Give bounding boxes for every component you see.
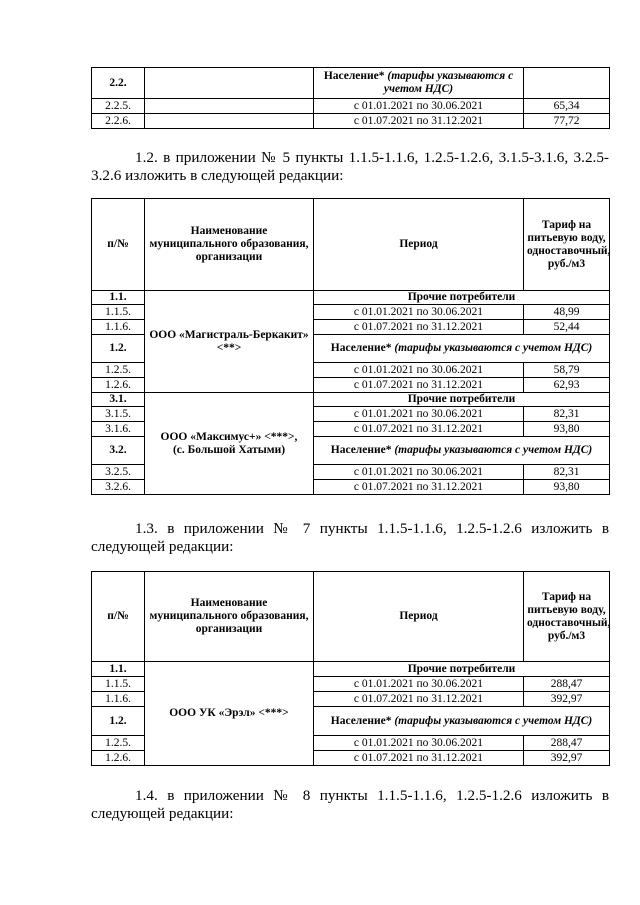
table-header-row: [92, 199, 610, 291]
organization-cell: ООО «Максимус+» <***>, (с. Большой Хатыми): [145, 393, 314, 495]
table-row: 3.2.5. с 01.01.2021 по 30.06.2021 82,31: [92, 465, 610, 480]
header-org: Наименование муниципального образования, организации: [145, 199, 314, 291]
row-number: 2.2.: [92, 68, 145, 99]
table-row: 3.1.6. с 01.07.2021 по 31.12.2021 93,80: [92, 422, 610, 437]
paragraph-1-2: 1.2. в приложении № 5 пункты 1.1.5-1.1.6, 1.2.5-1.2.6, 3.1.5-3.1.6, 3.2.5-3.2.6 изложить в следующей редакции:: [91, 149, 609, 184]
table-row: 3.1. ООО «Максимус+» <***>, (с. Большой Хатыми) Прочие потребители: [92, 393, 610, 407]
table-row: 1.1. ООО УК «Эрэл» <***> Прочие потребители: [92, 662, 610, 677]
table-row: 3.1.5. с 01.01.2021 по 30.06.2021 82,31: [92, 407, 610, 422]
table-row: 1.1.5. с 01.01.2021 по 30.06.2021 288,47: [92, 677, 610, 692]
table-row: 1.2.5. с 01.01.2021 по 30.06.2021 288,47: [92, 736, 610, 751]
table-row: 1.1. ООО «Магистраль-Беркакит» <**> Прочие потребители: [92, 291, 610, 305]
category-cell: Население* (тарифы указываются с учетом НДС): [314, 68, 524, 99]
header-tariff: Тариф на питьевую воду, одноставочный, руб./м3: [524, 199, 610, 291]
organization-cell: ООО УК «Эрэл» <***>: [145, 662, 314, 766]
table-row: 1.2. Население* (тарифы указываются с учетом НДС): [92, 707, 610, 736]
table-row: 1.2.6. с 01.07.2021 по 31.12.2021 392,97: [92, 751, 610, 766]
table-row: 1.1.5. с 01.01.2021 по 30.06.2021 48,99: [92, 305, 610, 320]
tariff-table-appendix-7: [91, 571, 610, 766]
table-row: 1.1.6. с 01.07.2021 по 31.12.2021 392,97: [92, 692, 610, 707]
table-row: 3.2. Население* (тарифы указываются с учетом НДС): [92, 437, 610, 465]
table-row: 2.2.5. с 01.01.2021 по 30.06.2021 65,34: [92, 99, 610, 114]
tariff-table-continuation: [91, 67, 610, 129]
header-num: п/№: [92, 199, 145, 291]
table-header-row: п/№ Наименование муниципального образования, организации Период Тариф на питьевую воду, одноставочный, руб./м3: [92, 572, 610, 662]
paragraph-1-3: 1.3. в приложении № 7 пункты 1.1.5-1.1.6, 1.2.5-1.2.6 изложить в следующей редакции:: [91, 520, 609, 555]
tariff-table-appendix-5: [91, 198, 610, 495]
table-row: 2.2.6. с 01.07.2021 по 31.12.2021 77,72: [92, 114, 610, 129]
paragraph-1-4: 1.4. в приложении № 8 пункты 1.1.5-1.1.6, 1.2.5-1.2.6 изложить в следующей редакции:: [91, 787, 609, 822]
table-row: 3.2.6. с 01.07.2021 по 31.12.2021 93,80: [92, 480, 610, 495]
table-row: 1.2. Население* (тарифы указываются с учетом НДС): [92, 335, 610, 363]
table-row: [92, 68, 610, 99]
header-period: Период: [314, 199, 524, 291]
table-row: 1.2.6. с 01.07.2021 по 31.12.2021 62,93: [92, 378, 610, 393]
table-row: 1.1.6. с 01.07.2021 по 31.12.2021 52,44: [92, 320, 610, 335]
organization-cell: ООО «Магистраль-Беркакит» <**>: [145, 291, 314, 393]
table-row: 1.2.5. с 01.01.2021 по 30.06.2021 58,79: [92, 363, 610, 378]
